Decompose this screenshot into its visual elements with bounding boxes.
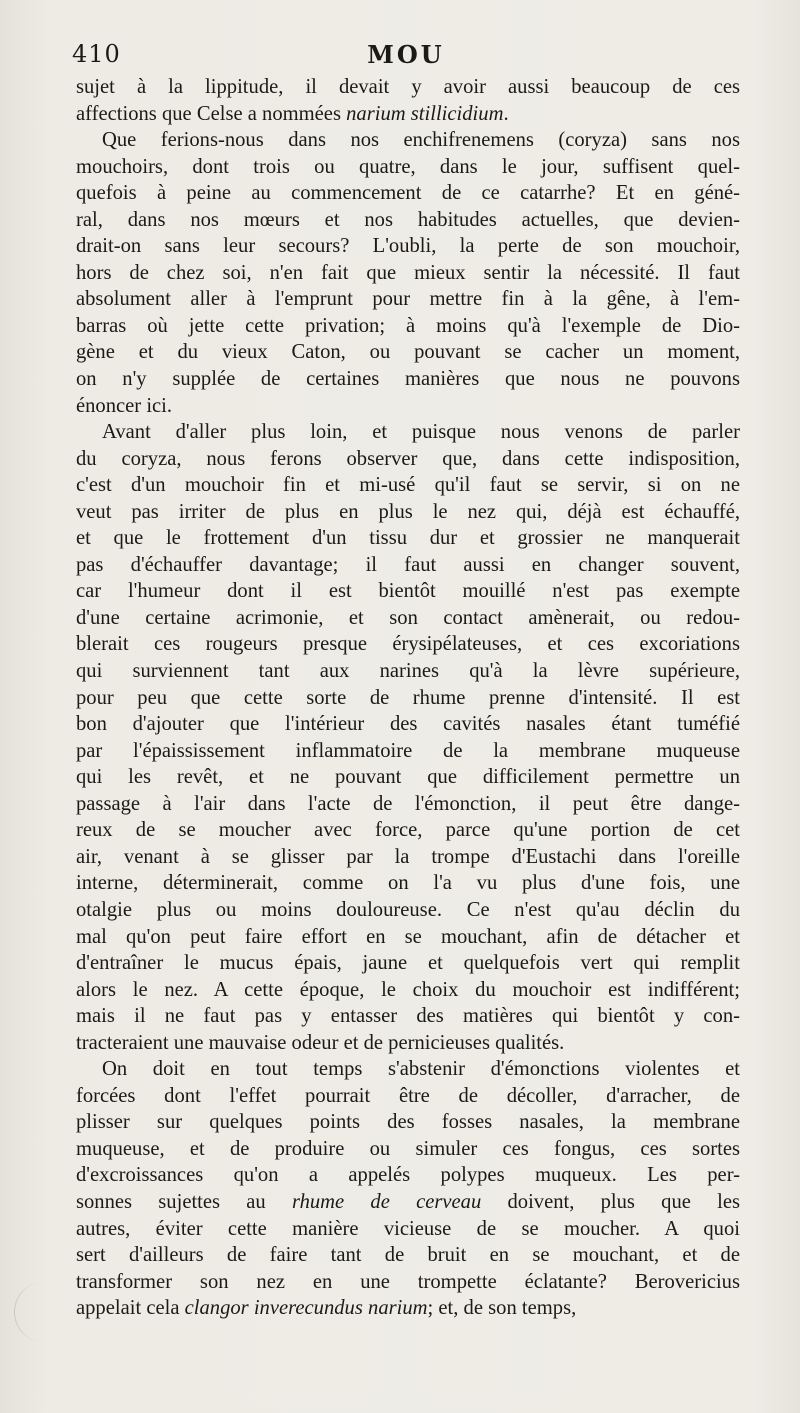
text-line: [76, 924, 740, 951]
text-run: forcées dont l'effet pourrait être de décoller, d'arracher, de: [76, 1084, 740, 1107]
text-line: [76, 1030, 740, 1057]
text-line: [76, 658, 740, 685]
text-line: [76, 1109, 740, 1136]
text-run: et que le frottement d'un tissu dur et grossier ne manquerait: [76, 527, 740, 550]
text-line: [76, 1216, 740, 1243]
text-line: [76, 605, 740, 632]
text-run: du coryza, nous ferons observer que, dans cette indisposition,: [76, 447, 740, 470]
text-run: ral, dans nos mœurs et nos habitudes actuelles, que devien-: [76, 208, 740, 231]
text-run: bon d'ajouter que l'intérieur des cavités nasales étant tuméfié: [76, 713, 740, 736]
text-run: énoncer ici.: [76, 394, 173, 417]
text-line: [76, 154, 740, 181]
text-run: sert d'ailleurs de faire tant de bruit en se mouchant, et de: [76, 1244, 740, 1267]
text-line: [76, 313, 740, 340]
paragraph: [76, 419, 740, 1056]
text-line: [76, 1295, 740, 1322]
text-line: [76, 977, 740, 1004]
text-line: [76, 339, 740, 366]
text-run: mais il ne faut pas y entasser des matières qui bientôt y con-: [76, 1005, 740, 1028]
text-line: [76, 525, 740, 552]
text-line: [76, 1056, 740, 1083]
text-run: barras où jette cette privation; à moins qu'à l'exemple de Dio-: [76, 314, 740, 337]
text-run: hors de chez soi, n'en fait que mieux sentir la nécessité. Il faut: [76, 261, 740, 284]
italic-text: narium stillicidium: [346, 102, 504, 125]
text-run: appelait cela: [76, 1297, 185, 1320]
text-run: blerait ces rougeurs presque érysipélateuses, et ces excoriations: [76, 633, 740, 656]
text-run: pour peu que cette sorte de rhume prenne d'intensité. Il est: [76, 686, 740, 709]
italic-text: rhume de cerveau: [291, 1190, 482, 1213]
text-line: [76, 393, 740, 420]
text-run: quefois à peine au commencement de ce catarrhe? Et en géné-: [76, 182, 740, 205]
text-run: ; et, de son temps,: [427, 1297, 577, 1320]
text-line: [76, 897, 740, 924]
body-text: [76, 74, 740, 1322]
text-line: [76, 207, 740, 234]
paragraph: [76, 1056, 740, 1321]
text-run: .: [503, 102, 509, 125]
text-run: affections que Celse a nommées: [76, 102, 347, 125]
text-run: On doit en tout temps s'abstenir d'émonctions violentes et: [102, 1058, 740, 1081]
text-run: qui les revêt, et ne pouvant que difficilement permettre un: [76, 766, 740, 789]
text-line: [76, 711, 740, 738]
text-line: [76, 1003, 740, 1030]
text-run: passage à l'air dans l'acte de l'émonction, il peut être dange-: [76, 792, 740, 815]
text-run: reux de se moucher avec force, parce qu'une portion de cet: [76, 819, 740, 842]
text-run: d'entraîner le mucus épais, jaune et quelquefois vert qui remplit: [76, 952, 740, 975]
text-line: [76, 499, 740, 526]
text-line: [76, 1189, 740, 1216]
text-line: [76, 1083, 740, 1110]
text-run: tracteraient une mauvaise odeur et de pernicieuses qualités.: [76, 1031, 565, 1054]
text-run: interne, déterminerait, comme on l'a vu plus d'une fois, une: [76, 872, 740, 895]
text-line: [76, 791, 740, 818]
text-run: d'excroissances qu'on a appelés polypes muqueux. Les per-: [76, 1164, 740, 1187]
running-title: MOU: [367, 40, 445, 69]
italic-text: clangor inverecundus narium: [184, 1297, 428, 1320]
text-line: [76, 286, 740, 313]
paragraph: [76, 74, 740, 127]
text-run: otalgie plus ou moins douloureuse. Ce n'est qu'au déclin du: [76, 898, 740, 921]
text-line: [76, 180, 740, 207]
text-line: [76, 1162, 740, 1189]
text-line: [76, 419, 740, 446]
text-run: veut pas irriter de plus en plus le nez qui, déjà est échauffé,: [76, 500, 740, 523]
text-line: [76, 844, 740, 871]
text-run: mouchoirs, dont trois ou quatre, dans le jour, suffisent quel-: [76, 155, 740, 178]
text-run: gène et du vieux Caton, ou pouvant se cacher un moment,: [76, 341, 740, 364]
text-run: pas d'échauffer davantage; il faut aussi en changer souvent,: [76, 553, 740, 576]
text-line: [76, 1269, 740, 1296]
text-run: drait-on sans leur secours? L'oubli, la perte de son mouchoir,: [76, 235, 740, 258]
text-run: car l'humeur dont il est bientôt mouillé n'est pas exempte: [76, 580, 740, 603]
text-line: [76, 631, 740, 658]
text-run: Avant d'aller plus loin, et puisque nous venons de parler: [102, 421, 740, 444]
text-line: [76, 817, 740, 844]
text-run: sonnes sujettes au: [76, 1190, 292, 1213]
text-line: [76, 1242, 740, 1269]
text-line: [76, 127, 740, 154]
text-run: sujet à la lippitude, il devait y avoir aussi beaucoup de ces: [76, 76, 740, 98]
text-run: absolument aller à l'emprunt pour mettre fin à la gêne, à l'em-: [76, 288, 740, 311]
text-line: [76, 74, 740, 101]
text-run: plisser sur quelques points des fosses nasales, la membrane: [76, 1111, 740, 1134]
text-line: [76, 366, 740, 393]
text-run: on n'y supplée de certaines manières que nous ne pouvons: [76, 368, 740, 391]
text-run: alors le nez. A cette époque, le choix du mouchoir est indifférent;: [76, 978, 740, 1001]
text-line: [76, 552, 740, 579]
paragraph: [76, 127, 740, 419]
text-line: [76, 738, 740, 765]
text-run: muqueuse, et de produire ou simuler ces fongus, ces sortes: [76, 1137, 740, 1160]
text-line: [76, 472, 740, 499]
text-line: [76, 101, 740, 128]
text-run: mal qu'on peut faire effort en se mouchant, afin de détacher et: [76, 925, 740, 948]
text-line: [76, 578, 740, 605]
text-line: [76, 260, 740, 287]
page-header: [72, 40, 740, 70]
text-run: autres, éviter cette manière vicieuse de se moucher. A quoi: [76, 1217, 740, 1240]
text-line: [76, 446, 740, 473]
text-run: air, venant à se glisser par la trompe d'Eustachi dans l'oreille: [76, 845, 740, 868]
text-line: [76, 1136, 740, 1163]
text-line: [76, 233, 740, 260]
text-run: c'est d'un mouchoir fin et mi-usé qu'il faut se servir, si on ne: [76, 474, 740, 497]
text-run: doivent, plus que les: [481, 1190, 740, 1213]
text-run: d'une certaine acrimonie, et son contact amènerait, ou redou-: [76, 606, 740, 629]
text-run: transformer son nez en une trompette éclatante? Berovericius: [76, 1270, 740, 1293]
text-line: [76, 870, 740, 897]
text-run: Que ferions-nous dans nos enchifrenemens (coryza) sans nos: [102, 129, 740, 152]
text-line: [76, 950, 740, 977]
text-line: [76, 685, 740, 712]
text-run: par l'épaississement inflammatoire de la membrane muqueuse: [76, 739, 740, 762]
text-line: [76, 764, 740, 791]
page-number: 410: [72, 40, 121, 68]
margin-stain: [14, 1282, 45, 1342]
text-run: qui surviennent tant aux narines qu'à la lèvre supérieure,: [76, 660, 740, 683]
